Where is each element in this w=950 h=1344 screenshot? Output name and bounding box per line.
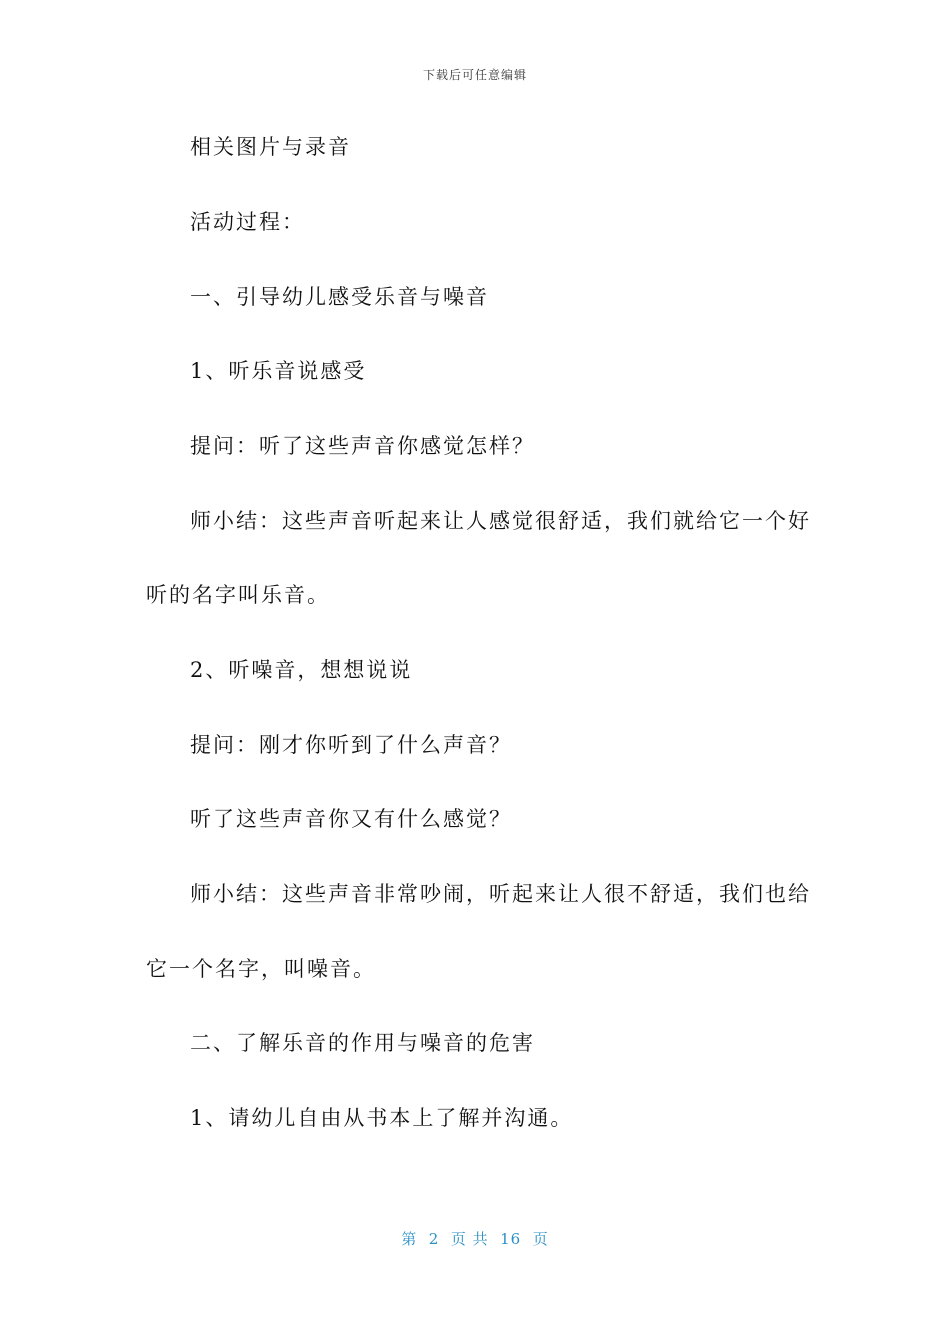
teacher-summary-1-line-2: 听的名字叫乐音。: [146, 583, 330, 607]
section-heading-1: 一、引导幼儿感受乐音与噪音: [190, 285, 489, 309]
section-heading-2: 二、了解乐音的作用与噪音的危害: [190, 1031, 535, 1055]
teacher-summary-2-line-1: 师小结：这些声音非常吵闹，听起来让人很不舒适，我们也给: [190, 882, 811, 906]
teacher-summary-1-line-1: 师小结：这些声音听起来让人感觉很舒适，我们就给它一个好: [190, 509, 811, 533]
paragraph-materials: 相关图片与录音: [190, 135, 351, 159]
question-3: 听了这些声音你又有什么感觉？: [190, 807, 512, 831]
question-1: 提问：听了这些声音你感觉怎样？: [190, 434, 535, 458]
step-heading-1-2: 2、听噪音，想想说说: [190, 658, 413, 682]
step-heading-1-1: 1、听乐音说感受: [190, 359, 367, 383]
page-number-footer: 第 2 页 共 16 页: [401, 1230, 549, 1248]
paragraph-activity-process: 活动过程：: [190, 210, 305, 234]
step-heading-2-1: 1、请幼儿自由从书本上了解并沟通。: [190, 1106, 574, 1130]
question-2: 提问：刚才你听到了什么声音？: [190, 733, 512, 757]
page-header: 下载后可任意编辑: [422, 68, 527, 82]
teacher-summary-2-line-2: 它一个名字，叫噪音。: [146, 957, 376, 981]
